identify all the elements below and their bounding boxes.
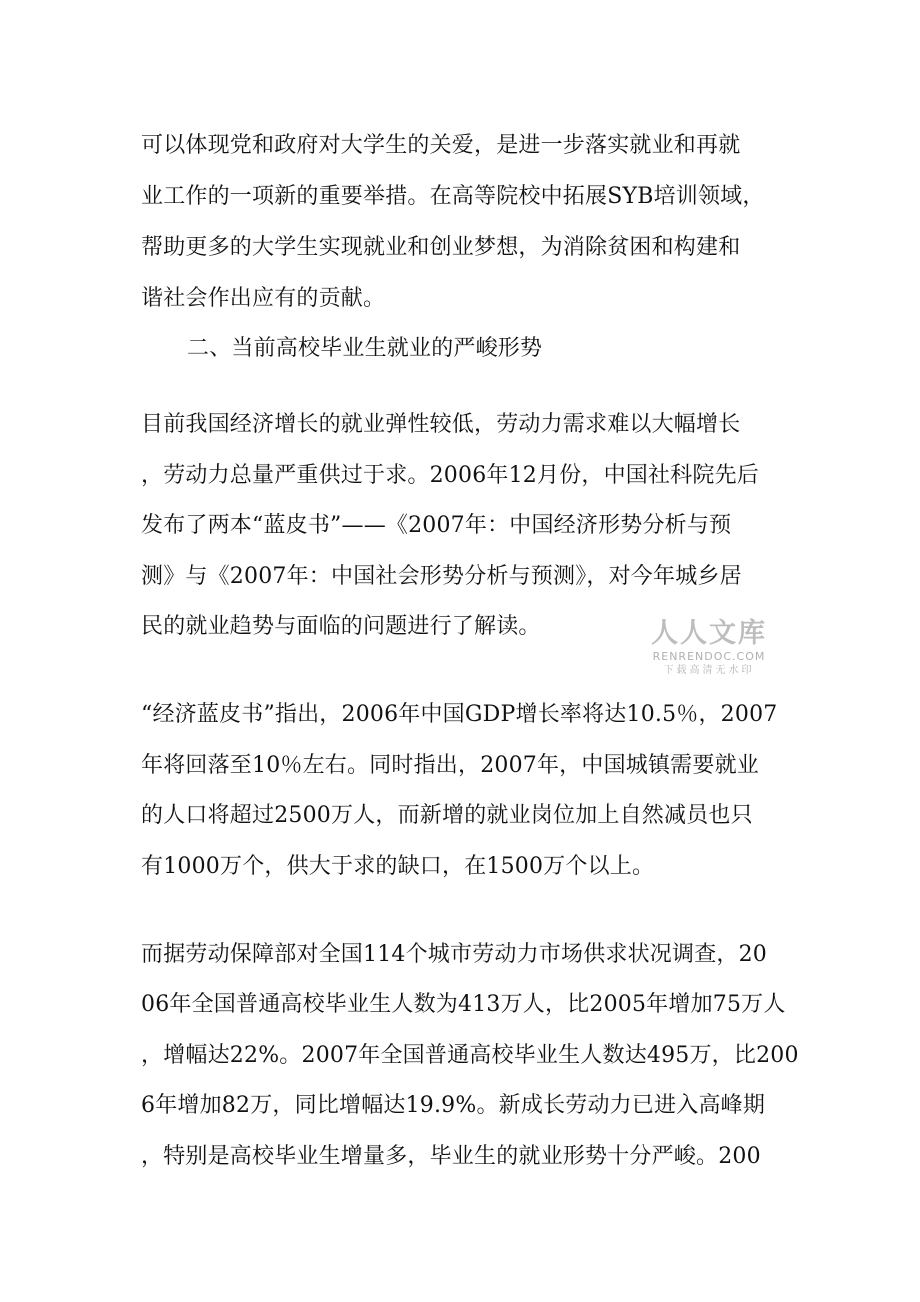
paragraph-line: 可以体现党和政府对大学生的关爱，是进一步落实就业和再就	[141, 133, 741, 158]
paragraph-line: ，特别是高校毕业生增量多，毕业生的就业形势十分严峻。200	[141, 1144, 761, 1169]
paragraph-line: ，劳动力总量严重供过于求。2006年12月份，中国社科院先后	[141, 463, 759, 488]
paragraph-line: 发布了两本“蓝皮书”——《2007年：中国经济形势分析与预	[141, 513, 732, 538]
paragraph-line: 而据劳动保障部对全国114个城市劳动力市场供求状况调查，20	[141, 942, 767, 967]
watermark-subtitle: 下载高清无水印	[663, 665, 755, 676]
paragraph-line: 谐社会作出应有的贡献。	[141, 286, 386, 311]
paragraph-line: 6年增加82万，同比增幅达19.9%。新成长劳动力已进入高峰期	[141, 1093, 766, 1118]
paragraph-line: “经济蓝皮书”指出，2006年中国GDP增长率将达10.5％，2007	[141, 702, 778, 727]
section-heading: 二、当前高校毕业生就业的严峻形势	[187, 336, 543, 361]
paragraph-line: 帮助更多的大学生实现就业和创业梦想，为消除贫困和构建和	[141, 235, 741, 260]
watermark-url: RENRENDOC.COM	[652, 650, 766, 663]
paragraph-line: 06年全国普通高校毕业生人数为413万人，比2005年增加75万人	[141, 992, 786, 1017]
watermark	[646, 618, 772, 678]
paragraph-line: ，增幅达22%。2007年全国普通高校毕业生人数达495万，比200	[141, 1043, 799, 1068]
paragraph-line: 的人口将超过2500万人，而新增的就业岗位加上自然减员也只	[141, 803, 753, 828]
paragraph-line: 有1000万个，供大于求的缺口，在1500万个以上。	[141, 854, 655, 879]
paragraph-line: 年将回落至10％左右。同时指出，2007年，中国城镇需要就业	[141, 753, 759, 778]
paragraph-line: 业工作的一项新的重要举措。在高等院校中拓展SYB培训领域，	[141, 184, 765, 209]
paragraph-line: 民的就业趋势与面临的问题进行了解读。	[141, 614, 541, 639]
watermark-title: 人人文库	[651, 618, 767, 649]
paragraph-line: 测》与《2007年：中国社会形势分析与预测》，对今年城乡居	[141, 564, 742, 589]
paragraph-line: 目前我国经济增长的就业弹性较低，劳动力需求难以大幅增长	[141, 412, 741, 437]
